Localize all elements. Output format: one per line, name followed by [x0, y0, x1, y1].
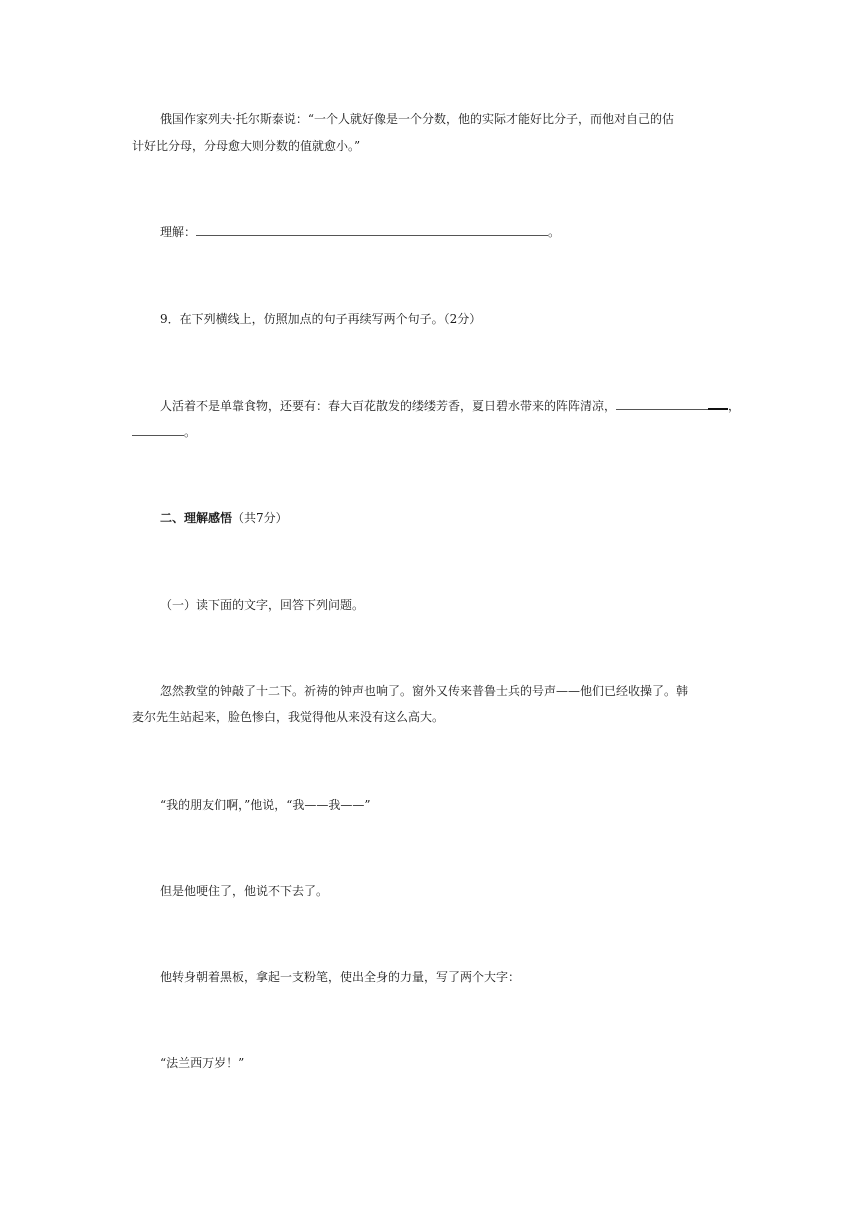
- passage-paragraph-1-line-1: 忽然教堂的钟敲了十二下。祈祷的钟声也响了。窗外又传来普鲁士兵的号声——他们已经收操了。韩: [160, 684, 689, 698]
- understanding-answer-blank[interactable]: [196, 223, 548, 236]
- imitation-sentence-line-1: [160, 396, 740, 416]
- section-2-heading: [160, 508, 288, 528]
- imitation-blank-1[interactable]: [616, 397, 728, 410]
- section-2-title: 二、理解感悟: [160, 511, 233, 525]
- imitation-end-mark: 。: [184, 425, 197, 439]
- passage-paragraph-4: 他转身朝着黑板，拿起一支粉笔，使出全身的力量，写了两个大字：: [160, 970, 521, 984]
- part-1-instruction: （一）读下面的文字，回答下列问题。: [160, 598, 365, 612]
- section-2-score: （共7分）: [232, 511, 288, 525]
- passage-paragraph-5: “法兰西万岁！”: [160, 1056, 245, 1070]
- passage-paragraph-2: “我的朋友们啊，”他说，“我——我——”: [160, 798, 371, 812]
- tolstoy-quote-line-2: 计好比分母，分母愈大则分数的值就愈小。”: [132, 139, 361, 153]
- understanding-end-mark: 。: [548, 225, 561, 239]
- question-9: 9．在下列横线上，仿照加点的句子再续写两个句子。（2分）: [160, 312, 482, 326]
- imitation-sentence-line-2: [132, 422, 196, 442]
- imitation-blank-2[interactable]: [132, 423, 184, 436]
- understanding-line: [160, 222, 560, 242]
- imitation-sentence-text: 人活着不是单靠食物，还要有：春大百花散发的缕缕芳香，夏日碧水带来的阵阵清凉，: [160, 399, 617, 413]
- passage-paragraph-1-line-2: 麦尔先生站起来，脸色惨白，我觉得他从来没有这么高大。: [132, 710, 445, 724]
- understanding-label: 理解：: [160, 225, 197, 239]
- tolstoy-quote-line-1: 俄国作家列夫·托尔斯泰说：“一个人就好像是一个分数，他的实际才能好比分子，而他对自己的估: [160, 112, 674, 126]
- passage-paragraph-3: 但是他哽住了，他说不下去了。: [160, 884, 329, 898]
- imitation-comma: ，: [728, 399, 741, 413]
